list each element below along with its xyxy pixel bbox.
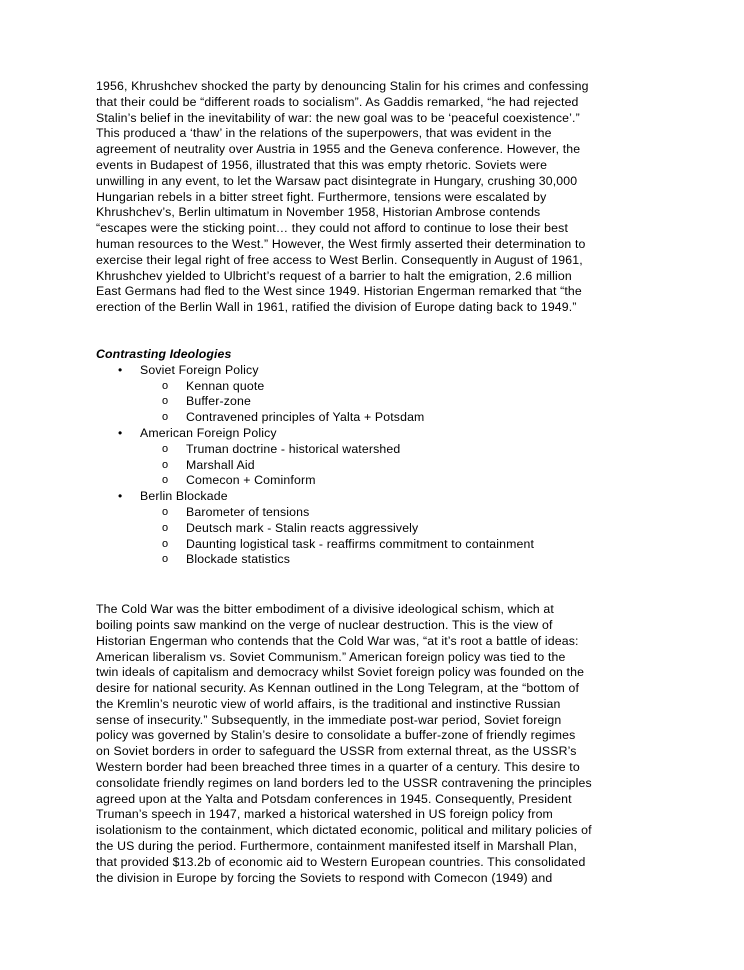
- text-line: twin ideals of capitalism and democracy whilst Soviet foreign policy was founded on the: [96, 665, 585, 680]
- sub-item-label: Comecon + Cominform: [186, 473, 316, 488]
- sub-item-label: Blockade statistics: [186, 552, 290, 567]
- text-line: Truman’s speech in 1947, marked a historical watershed in US foreign policy from: [96, 807, 553, 822]
- text-line: unwilling in any event, to let the Warsaw pact disintegrate in Hungary, crushing 30,000: [96, 173, 578, 188]
- sub-list: [140, 505, 656, 568]
- text-line: that provided $13.2b of economic aid to Western European countries. This consolidated: [96, 854, 586, 869]
- text-line: Western border had been breached three times in a quarter of a century. This desire to: [96, 760, 580, 775]
- text-line: erection of the Berlin Wall in 1961, ratified the division of Europe dating back to 1949.”: [96, 300, 577, 315]
- text-line: Khrushchev yielded to Ulbricht’s request of a barrier to halt the emigration, 2.6 million: [96, 268, 572, 283]
- list-item-american-foreign-policy: [96, 426, 656, 489]
- text-line: exercise their legal right of free access to West Berlin. Consequently in August of 1961,: [96, 252, 583, 267]
- list-item-berlin-blockade: [96, 489, 656, 568]
- text-line: Hungarian rebels in a bitter street fight. Furthermore, tensions were escalated by: [96, 189, 547, 204]
- text-line: American liberalism vs. Soviet Communism.” American foreign policy was tied to the: [96, 649, 566, 664]
- text-line: the division in Europe by forcing the Soviets to respond with Comecon (1949) and: [96, 870, 553, 885]
- text-line: The Cold War was the bitter embodiment of a divisive ideological schism, which at: [96, 602, 554, 617]
- circle-bullet-icon: o: [162, 474, 169, 487]
- sub-item-label: Deutsch mark - Stalin reacts aggressively: [186, 520, 419, 535]
- list-item-soviet-foreign-policy: [96, 363, 656, 426]
- bullet-icon: •: [118, 489, 123, 504]
- circle-bullet-icon: o: [162, 521, 169, 534]
- text-line: sense of insecurity.” Subsequently, in the immediate post-war period, Soviet foreign: [96, 712, 562, 727]
- text-line: Historian Engerman who contends that the Cold War was, “at it’s root a battle of ideas:: [96, 633, 579, 648]
- bullet-icon: •: [118, 362, 123, 377]
- outline-list: [96, 363, 656, 568]
- sub-list-item: [140, 410, 656, 426]
- text-line: boiling points saw mankind on the verge of nuclear destruction. This is the view of: [96, 617, 553, 632]
- sub-item-label: Contravened principles of Yalta + Potsdam: [186, 410, 425, 425]
- circle-bullet-icon: o: [162, 505, 169, 518]
- sub-list-item: [140, 379, 656, 395]
- sub-list-item: [140, 458, 656, 474]
- sub-item-label: Buffer-zone: [186, 394, 251, 409]
- list-item-label: Soviet Foreign Policy: [140, 362, 259, 377]
- text-line: Stalin’s belief in the inevitability of war: the new goal was to be ‘peaceful coexistence’.”: [96, 110, 580, 125]
- circle-bullet-icon: o: [162, 442, 169, 455]
- circle-bullet-icon: o: [162, 553, 169, 566]
- sub-item-label: Barometer of tensions: [186, 504, 310, 519]
- text-line: policy was governed by Stalin’s desire to consolidate a buffer-zone of friendly regimes: [96, 728, 576, 743]
- sub-list-item: [140, 505, 656, 521]
- text-line: consolidate friendly regimes on land borders led to the USSR contravening the principles: [96, 775, 592, 790]
- circle-bullet-icon: o: [162, 411, 169, 424]
- text-line: East Germans had fled to the West since 1949. Historian Engerman remarked that “the: [96, 284, 582, 299]
- sub-item-label: Truman doctrine - historical watershed: [186, 441, 401, 456]
- sub-list-item: [140, 521, 656, 537]
- paragraph-khrushchev: [96, 79, 656, 316]
- text-line: desire for national security. As Kennan outlined in the Long Telegram, at the “bottom of: [96, 681, 580, 696]
- circle-bullet-icon: o: [162, 395, 169, 408]
- text-line: 1956, Khrushchev shocked the party by denouncing Stalin for his crimes and confessing: [96, 79, 589, 93]
- sub-list: [140, 379, 656, 426]
- text-line: This produced a ‘thaw’ in the relations of the superpowers, that was evident in the: [96, 126, 552, 141]
- bullet-icon: •: [118, 425, 123, 440]
- circle-bullet-icon: o: [162, 537, 169, 550]
- paragraph-cold-war: [96, 602, 656, 886]
- sub-item-label: Daunting logistical task - reaffirms commitment to containment: [186, 536, 535, 551]
- list-item-label: American Foreign Policy: [140, 425, 277, 440]
- text-line: that their could be “different roads to socialism”. As Gaddis remarked, “he had rejected: [96, 94, 579, 109]
- text-line: isolationism to the containment, which dictated economic, political and military policies of: [96, 823, 592, 838]
- text-line: human resources to the West.” However, the West firmly asserted their determination to: [96, 236, 586, 251]
- list-item-label: Berlin Blockade: [140, 489, 228, 504]
- sub-list-item: [140, 552, 656, 568]
- sub-list: [140, 442, 656, 489]
- sub-item-label: Kennan quote: [186, 378, 265, 393]
- section-heading: Contrasting Ideologies: [96, 346, 232, 361]
- text-line: the US during the period. Furthermore, containment manifested itself in Marshall Plan,: [96, 839, 578, 854]
- text-line: the Kremlin’s neurotic view of world affairs, is the traditional and instinctive Russian: [96, 696, 561, 711]
- circle-bullet-icon: o: [162, 379, 169, 392]
- sub-list-item: [140, 442, 656, 458]
- document-page: [96, 79, 656, 886]
- sub-list-item: [140, 394, 656, 410]
- sub-item-label: Marshall Aid: [186, 457, 255, 472]
- circle-bullet-icon: o: [162, 458, 169, 471]
- text-line: agreed upon at the Yalta and Potsdam conferences in 1945. Consequently, President: [96, 791, 572, 806]
- text-line: “escapes were the sticking point… they could not afford to continue to lose their best: [96, 221, 569, 236]
- text-line: events in Budapest of 1956, illustrated that this was empty rhetoric. Soviets were: [96, 157, 548, 172]
- text-line: Khrushchev’s, Berlin ultimatum in November 1958, Historian Ambrose contends: [96, 205, 541, 220]
- sub-list-item: [140, 537, 656, 553]
- text-line: on Soviet borders in order to safeguard the USSR from external threat, as the USSR’s: [96, 744, 577, 759]
- text-line: agreement of neutrality over Austria in 1955 and the Geneva conference. However, the: [96, 142, 581, 157]
- sub-list-item: [140, 473, 656, 489]
